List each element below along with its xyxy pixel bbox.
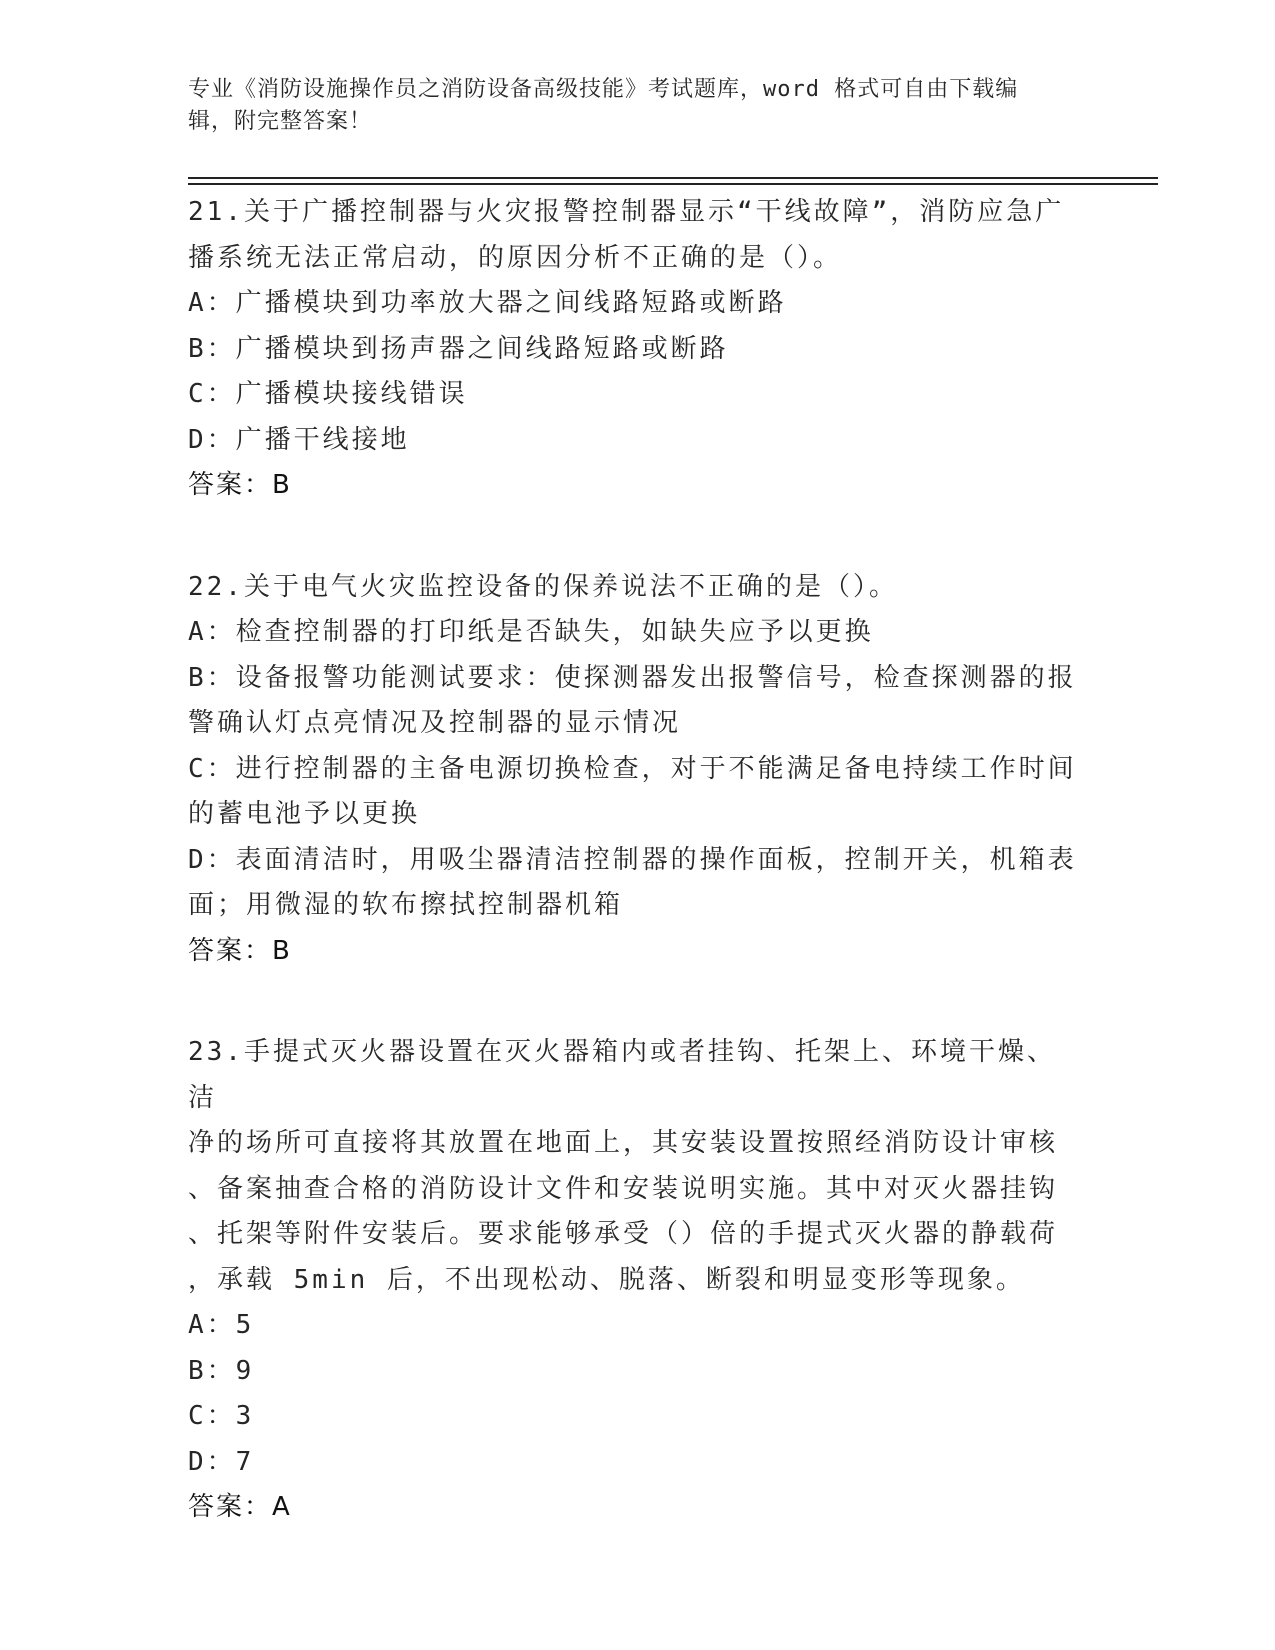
option-d-continued: 面；用微湿的软布擦拭控制器机箱 bbox=[188, 890, 624, 920]
question-22 bbox=[188, 565, 1078, 975]
header-divider-top bbox=[188, 177, 1158, 179]
option-a: A：5 bbox=[188, 1310, 255, 1340]
question-stem-line: 净的场所可直接将其放置在地面上，其安装设置按照经消防设计审核 bbox=[188, 1128, 1059, 1158]
option-c: C：广播模块接线错误 bbox=[188, 379, 468, 409]
option-c-continued: 的蓄电池予以更换 bbox=[188, 799, 421, 829]
header-line-1: 专业《消防设施操作员之消防设备高级技能》考试题库，word 格式可自由下载编 bbox=[188, 77, 1019, 102]
option-d: D：7 bbox=[188, 1446, 255, 1477]
option-a: A：检查控制器的打印纸是否缺失，如缺失应予以更换 bbox=[188, 617, 874, 647]
answer-line: 答案：B bbox=[188, 470, 292, 500]
option-b-continued: 警确认灯点亮情况及控制器的显示情况 bbox=[188, 708, 682, 738]
question-stem-line: 、托架等附件安装后。要求能够承受（）倍的手提式灭火器的静载荷 bbox=[188, 1219, 1059, 1249]
option-c: C：3 bbox=[188, 1401, 255, 1431]
option-d: D：广播干线接地 bbox=[188, 424, 410, 455]
option-d: D：表面清洁时，用吸尘器清洁控制器的操作面板，控制开关，机箱表 bbox=[188, 844, 1077, 875]
option-b: B：设备报警功能测试要求：使探测器发出报警信号，检查探测器的报 bbox=[188, 662, 1077, 693]
option-b: B：9 bbox=[188, 1355, 255, 1386]
answer-line: 答案：A bbox=[188, 1492, 292, 1522]
question-stem-line: 播系统无法正常启动，的原因分析不正确的是（）。 bbox=[188, 242, 843, 273]
header-line-2: 辑，附完整答案！ bbox=[188, 109, 373, 134]
option-c: C：进行控制器的主备电源切换检查，对于不能满足备电持续工作时间 bbox=[188, 753, 1077, 784]
question-23 bbox=[188, 1030, 1078, 1531]
option-b: B：广播模块到扬声器之间线路短路或断路 bbox=[188, 333, 729, 364]
question-21 bbox=[188, 190, 1078, 509]
question-list bbox=[188, 190, 1078, 1587]
option-a: A：广播模块到功率放大器之间线路短路或断路 bbox=[188, 288, 787, 318]
question-stem-line: 21.关于广播控制器与火灾报警控制器显示“干线故障”，消防应急广 bbox=[188, 197, 1065, 227]
answer-line: 答案：B bbox=[188, 935, 292, 966]
question-stem-line: ，承载 5min 后，不出现松动、脱落、断裂和明显变形等现象。 bbox=[188, 1264, 1025, 1295]
question-stem-line: 22.关于电气火灾监控设备的保养说法不正确的是（）。 bbox=[188, 571, 898, 602]
header-divider-bottom bbox=[188, 183, 1158, 185]
question-stem-line: 、备案抽查合格的消防设计文件和安装说明实施。其中对灭火器挂钩 bbox=[188, 1173, 1059, 1204]
question-stem-line: 23.手提式灭火器设置在灭火器箱内或者挂钩、托架上、环境干燥、洁 bbox=[188, 1037, 1056, 1113]
document-header bbox=[188, 74, 1068, 138]
